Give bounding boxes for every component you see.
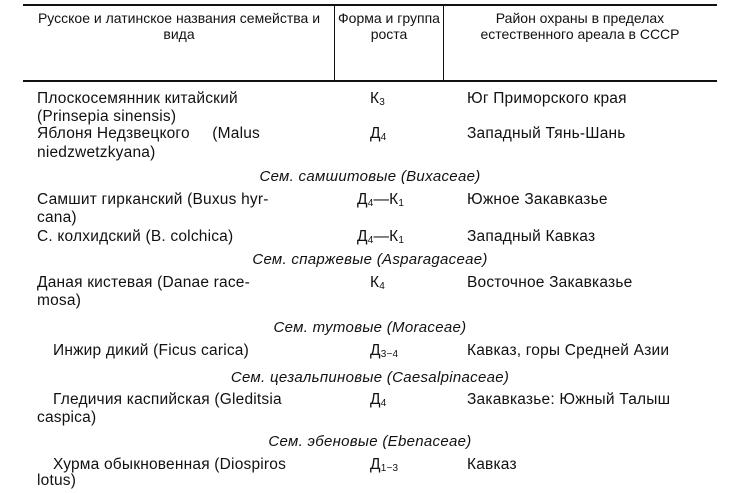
family-heading: Сем. тутовые (Moraceae) [273, 319, 467, 336]
species-name-line1: Инжир дикий (Ficus carica) [53, 342, 249, 359]
species-name-line1: Плоскосемянник китайский [37, 90, 238, 107]
protection-area: Кавказ, горы Средней Азии [467, 342, 670, 359]
growth-form: $Д_4$ [370, 391, 387, 409]
protection-area: Восточное Закавказье [467, 274, 633, 291]
growth-form: $К_3$ [370, 90, 385, 108]
species-name-line1: Даная кистевая (Danae race- [37, 274, 250, 291]
growth-form: $К_4$ [370, 274, 385, 292]
species-name-line1: Яблоня Недзвецкого (Malus [37, 125, 261, 142]
family-heading: Сем. самшитовые (Buxaceae) [259, 168, 481, 185]
column-header-growth-form: Форма и группа роста [338, 10, 440, 42]
protection-area: Кавказ [467, 456, 517, 473]
species-name-line1: Самшит гирканский (Buxus hyr- [37, 191, 269, 208]
header-divider-2 [443, 6, 444, 80]
growth-form: $Д_{1-3}$ [370, 456, 399, 474]
species-name-line2: caspica) [37, 409, 97, 426]
growth-form: $Д_4—К_1$ [357, 228, 405, 246]
protection-area: Западный Кавказ [467, 228, 596, 245]
species-name-line1: С. колхидский (B. colchica) [37, 228, 234, 245]
table-top-rule [23, 4, 717, 6]
species-name-line2: mosa) [37, 292, 82, 309]
growth-form: $Д_4$ [370, 125, 387, 143]
protection-area: Южное Закавказье [467, 191, 608, 208]
species-name-line2: cana) [37, 209, 77, 226]
growth-form: $Д_4—К_1$ [357, 191, 405, 209]
protection-area: Закавказье: Южный Талыш [467, 391, 671, 408]
column-header-name: Русское и латинское названия семейства и вида [37, 10, 321, 42]
header-divider-1 [334, 6, 335, 80]
family-heading: Сем. эбеновые (Ebenaceae) [268, 433, 472, 450]
family-heading: Сем. цезальпиновые (Caesalpinaceae) [230, 369, 510, 386]
family-heading: Сем. спаржевые (Asparagaceae) [252, 251, 488, 268]
table-header-rule [23, 80, 717, 82]
protection-area: Западный Тянь-Шань [467, 125, 626, 142]
species-name-line2: (Prinsepia sinensis) [37, 108, 177, 125]
species-name-line2: lotus) [37, 472, 77, 489]
species-name-line2: niedzwetzkyana) [37, 144, 156, 161]
growth-form: $Д_{3-4}$ [370, 342, 399, 360]
species-name-line1: Хурма обыкновенная (Diospiros [53, 456, 287, 473]
column-header-protection-area: Район охраны в пределах естественного ареала в СССР [480, 10, 680, 42]
protection-area: Юг Приморского края [467, 90, 627, 107]
species-name-line1: Гледичия каспийская (Gleditsia [53, 391, 282, 408]
